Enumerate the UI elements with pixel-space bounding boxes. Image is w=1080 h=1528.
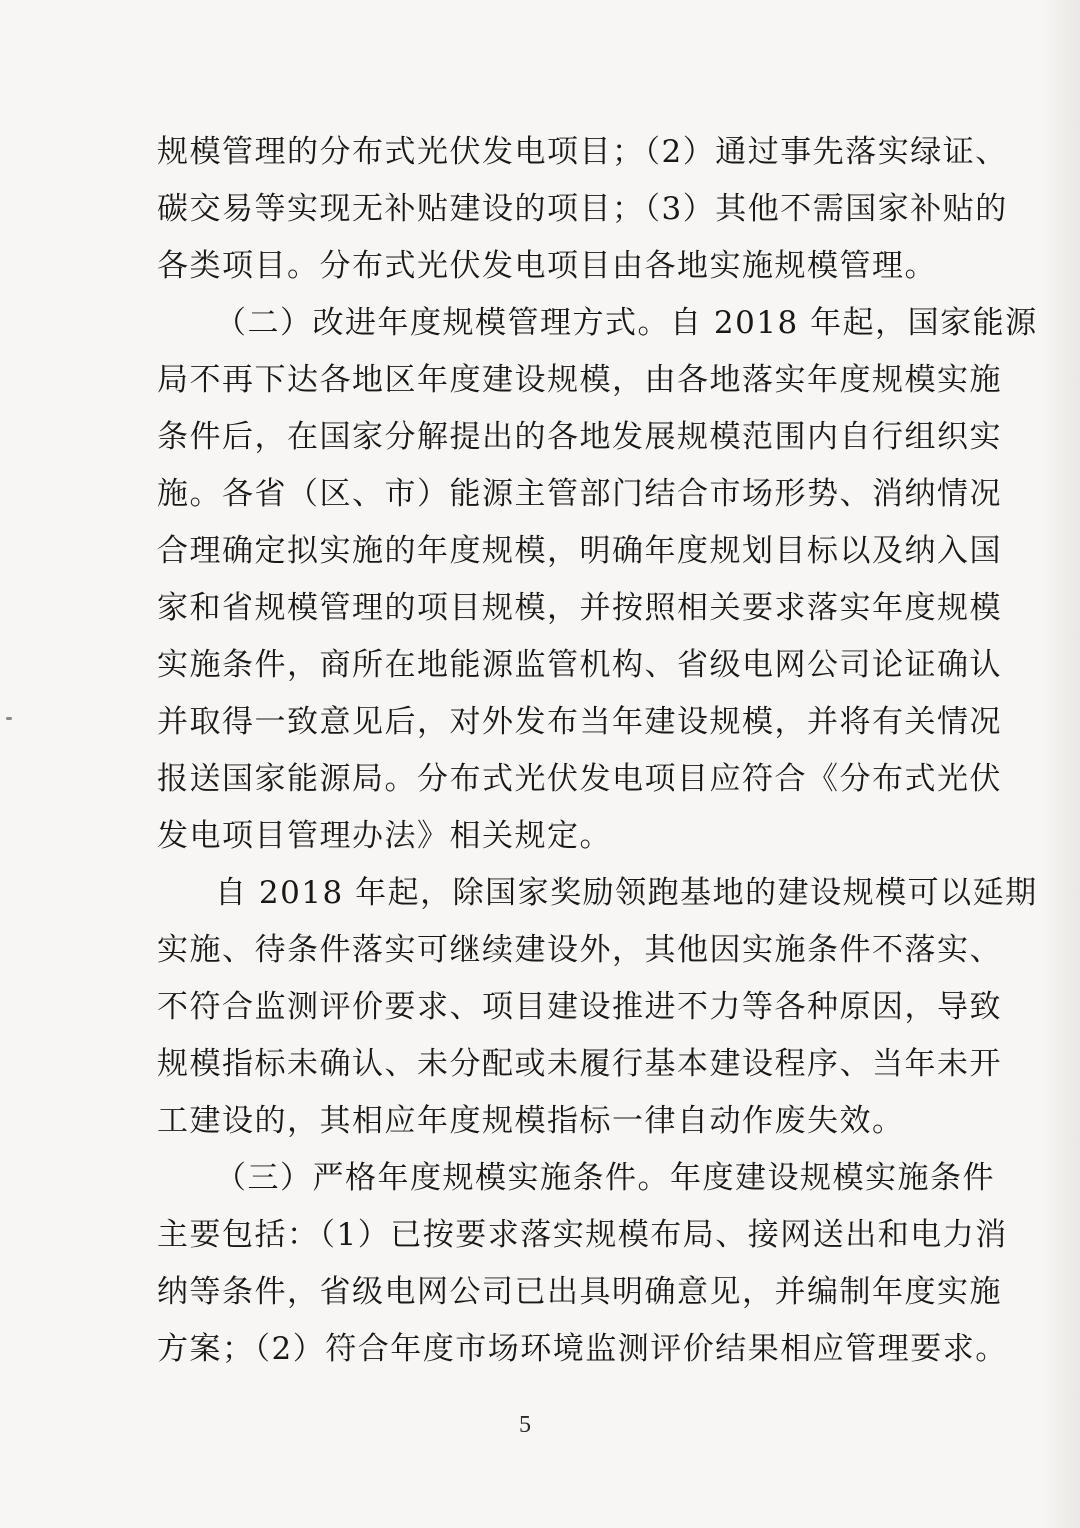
- paragraph-2018-line: 自 2018 年起，除国家奖励领跑基地的建设规模可以延期: [215, 875, 1038, 911]
- body-line-6: 条件后，在国家分解提出的各地发展规模范围内自行组织实: [157, 419, 1002, 455]
- body-line-15: 实施、待条件落实可继续建设外，其他因实施条件不落实、: [157, 932, 1002, 968]
- body-line-13: 发电项目管理办法》相关规定。: [157, 818, 612, 854]
- body-line-20: 主要包括：（1）已按要求落实规模布局、接网送出和电力消: [157, 1217, 1008, 1253]
- body-line-22: 方案；（2）符合年度市场环境监测评价结果相应管理要求。: [157, 1331, 1008, 1367]
- body-line-9: 家和省规模管理的项目规模，并按照相关要求落实年度规模: [157, 590, 1002, 626]
- body-line-12: 报送国家能源局。分布式光伏发电项目应符合《分布式光伏: [157, 761, 1002, 797]
- body-line-11: 并取得一致意见后，对外发布当年建设规模，并将有关情况: [157, 704, 1002, 740]
- page-number: 5: [519, 1412, 531, 1438]
- body-line-8: 合理确定拟实施的年度规模，明确年度规划目标以及纳入国: [157, 533, 1002, 569]
- body-line-5: 局不再下达各地区年度建设规模，由各地落实年度规模实施: [157, 362, 1002, 398]
- body-line-10: 实施条件，商所在地能源监管机构、省级电网公司论证确认: [157, 647, 1002, 683]
- scan-mark: [6, 717, 12, 720]
- body-line-16: 不符合监测评价要求、项目建设推进不力等各种原因，导致: [157, 989, 1002, 1025]
- body-line-18: 工建设的，其相应年度规模指标一律自动作废失效。: [157, 1103, 905, 1139]
- body-line-21: 纳等条件，省级电网公司已出具明确意见，并编制年度实施: [157, 1274, 1002, 1310]
- body-line-2: 碳交易等实现无补贴建设的项目；（3）其他不需国家补贴的: [157, 191, 1008, 227]
- body-line-7: 施。各省（区、市）能源主管部门结合市场形势、消纳情况: [157, 476, 1002, 512]
- page-edge-shadow: [1040, 0, 1080, 1528]
- body-line-1: 规模管理的分布式光伏发电项目；（2）通过事先落实绿证、: [157, 134, 1008, 170]
- section-3-heading-line: （三）严格年度规模实施条件。年度建设规模实施条件: [215, 1160, 995, 1196]
- body-line-3: 各类项目。分布式光伏发电项目由各地实施规模管理。: [157, 248, 937, 284]
- body-line-17: 规模指标未确认、未分配或未履行基本建设程序、当年未开: [157, 1046, 1002, 1082]
- section-2-heading-line: （二）改进年度规模管理方式。自 2018 年起，国家能源: [215, 305, 1038, 341]
